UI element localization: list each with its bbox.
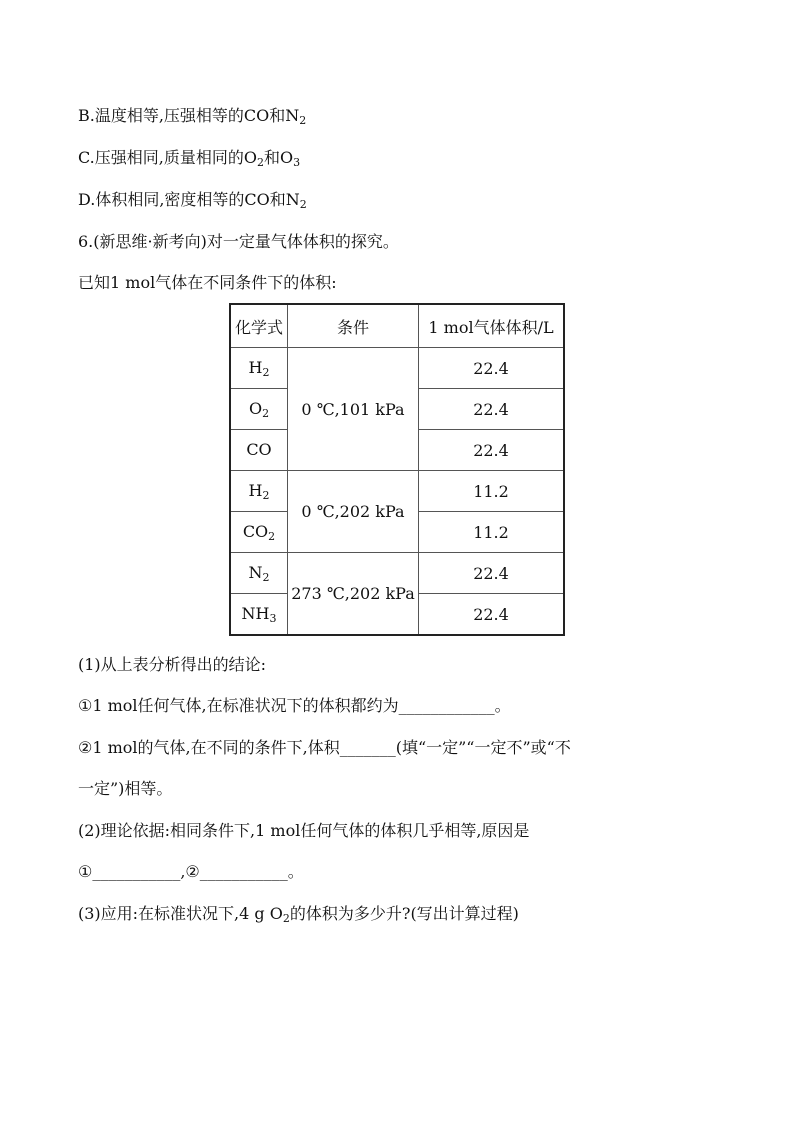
volume-cell: 11.2	[419, 512, 565, 553]
volume-cell: 22.4	[419, 348, 565, 389]
table-row	[230, 553, 564, 594]
part-1-item-1: ①1 mol任何气体,在标准状况下的体积都约为____________。	[78, 696, 511, 715]
gas-volume-table	[229, 303, 565, 636]
formula-cell: $H_2$	[230, 471, 288, 512]
table-row	[230, 471, 564, 512]
option-d: D.体积相同,密度相等的CO和$N_2$	[78, 190, 307, 211]
condition-cell: 0 ℃,101 kPa	[288, 348, 419, 471]
volume-cell: 22.4	[419, 553, 565, 594]
header-condition: 条件	[288, 304, 419, 348]
formula-cell: $NH_3$	[230, 594, 288, 636]
question-6-intro: 已知1 mol气体在不同条件下的体积:	[78, 273, 337, 292]
header-formula: 化学式	[230, 304, 288, 348]
condition-cell: 0 ℃,202 kPa	[288, 471, 419, 553]
part-2-heading: (2)理论依据:相同条件下,1 mol任何气体的体积几乎相等,原因是	[78, 821, 530, 840]
part-1-item-2-continued: 一定”)相等。	[78, 779, 173, 798]
volume-cell: 22.4	[419, 389, 565, 430]
option-c: C.压强相同,质量相同的$O_2$和$O_3$	[78, 148, 301, 169]
formula-cell: CO	[230, 430, 288, 471]
part-2-blanks: ①___________,②___________。	[78, 862, 304, 881]
question-6-title: 6.(新思维·新考向)对一定量气体体积的探究。	[78, 232, 399, 251]
part-3-question: (3)应用:在标准状况下,4 g $O_2$的体积为多少升?(写出计算过程)	[78, 904, 519, 925]
volume-cell: 11.2	[419, 471, 565, 512]
condition-cell: 273 ℃,202 kPa	[288, 553, 419, 636]
volume-cell: 22.4	[419, 430, 565, 471]
formula-cell: $O_2$	[230, 389, 288, 430]
option-b: B.温度相等,压强相等的CO和$N_2$	[78, 106, 307, 127]
part-1-item-2: ②1 mol的气体,在不同的条件下,体积_______(填“一定”“一定不”或“不	[78, 738, 571, 757]
header-volume: 1 mol气体体积/L	[419, 304, 565, 348]
formula-cell: $N_2$	[230, 553, 288, 594]
table-header-row	[230, 304, 564, 348]
formula-cell: $H_2$	[230, 348, 288, 389]
formula-cell: $CO_2$	[230, 512, 288, 553]
part-1-heading: (1)从上表分析得出的结论:	[78, 655, 267, 674]
volume-cell: 22.4	[419, 594, 565, 636]
table-row	[230, 348, 564, 389]
